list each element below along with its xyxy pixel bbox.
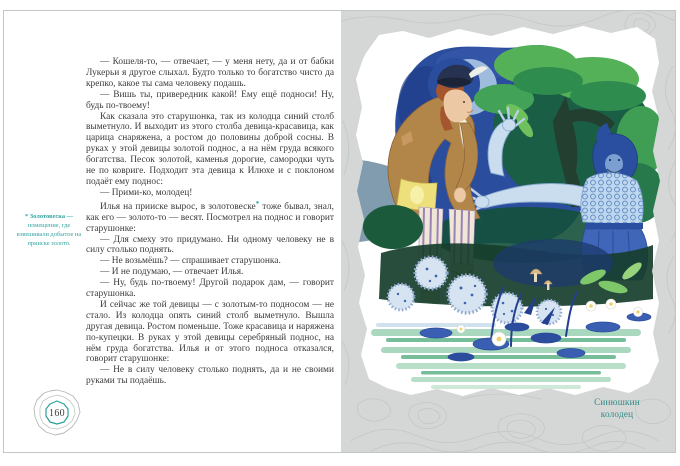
paragraph: Как сказала это старушонка, так из колодца синий столб выметнуло. И выходит из этого столба девица-красавица, как царица снаряжена, а ростом до половины доброй сосны. В руках у этой девицы золотой поднос, а на нём груда всякого богатства. Песок золотой, каменья дорогие, самородки чуть не по ковриге. Подходит эта девица к Илюхе и с поклоном подаёт ему поднос: <box>86 111 334 187</box>
paragraph: — Кошеля-то, — отвечает, — у меня нету, да и от бабки Лукерьи я другое слыхал. Будто только то богатство чисто да крепко, какое ты сама человеку подашь. <box>86 57 334 89</box>
paragraph: — И не подумаю, — отвечает Илья. <box>100 267 244 278</box>
paragraph: — Не возьмёшь? — спрашивает старушонка. <box>100 256 281 267</box>
footnote-marker: * <box>255 199 260 208</box>
book-spread <box>3 10 676 453</box>
paragraph: — Не в силу человеку столько поднять, да и не своими руками ты подаёшь. <box>86 365 334 387</box>
page-right <box>341 11 675 452</box>
paragraph: — Прими-ко, молодец! <box>100 187 193 198</box>
page-number: 160 <box>49 407 65 419</box>
illustration-sinyushkin-well <box>341 11 675 452</box>
paragraph: Илья на прииске вырос, в золотовеске* тоже бывал, знал, как его — золото-то — весят. Посмотрел на поднос и говорит старушонке: <box>86 199 334 234</box>
margin-note-definition: помещение, где взвешивали добытое на прииске золото. <box>16 222 82 247</box>
paragraph: И сейчас же той девицы — с золотым-то подносом — не стало. Из колодца опять синий столб выметнуло. Вышла другая девица. Ростом поменьше. Тоже красавица и наряжена по-купецки. В руках у этой девицы серебряный поднос, на нём груда богатства. Илья и от этого подноса отказался, говорит старушонке: <box>86 299 334 365</box>
paragraph: — Ну, будь по-твоему! Другой подарок дам, — говорит старушонка. <box>86 278 334 300</box>
margin-note <box>12 212 86 248</box>
illustration-caption: Синюшкин колодец <box>594 397 640 419</box>
page-left <box>4 11 341 452</box>
story-text <box>86 57 334 387</box>
paragraph: — Для смеху это придумано. Ни одному человеку не в силу столько поднять. <box>86 234 334 256</box>
page-number-badge <box>31 388 83 438</box>
margin-note-term: * Золотовеска — <box>24 213 74 220</box>
paragraph: — Вишь ты, привередник какой! Ему ещё подноси! Ну, будь по-твоему! <box>86 89 334 111</box>
